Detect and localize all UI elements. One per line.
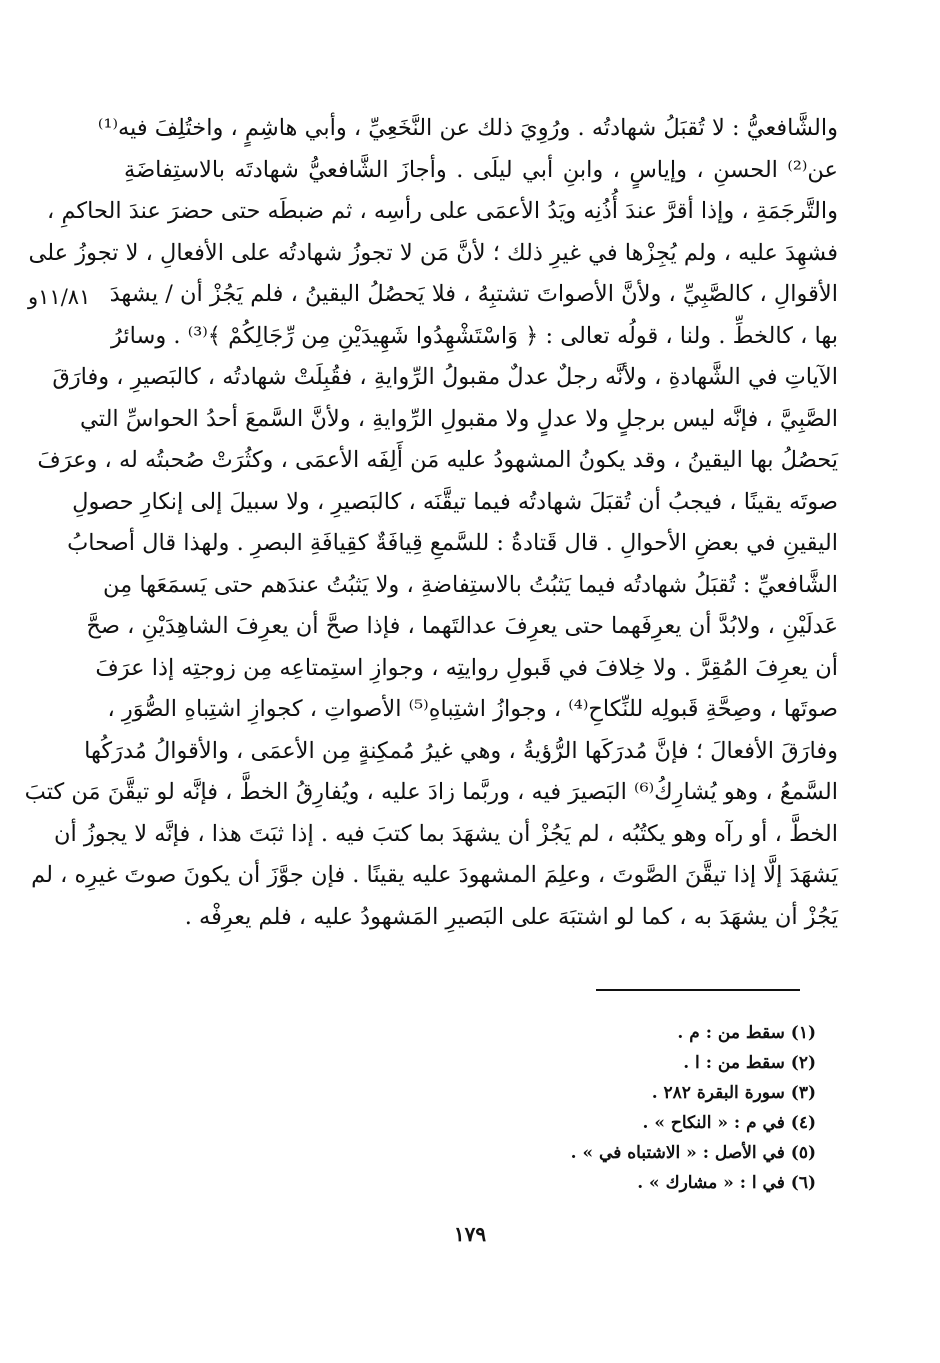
text-line: أن يعرِفَ المُقِرَّ . ولا خِلافَ في قَبولِ روايتِه ، وجوازِ استِمتاعِه مِن زوجتِه إذا عرَفَ [95,654,838,681]
text-line: الأقوالِ ، كالصَّبِيِّ ، ولأنَّ الأصواتَ تشتبِهُ ، فلا يَحصُلُ اليقينُ ، فلم يَجُزْ أن / يشهدَ [109,281,838,307]
text-line: صوتَها ، وصِحَّةِ قَبولِه للنِّكاحِ⁽⁴⁾ ، وجوازُ اشتِباهِ⁽⁵⁾ الأصواتِ ، كجوازِ اشتِباهِ الصُّوَرِ ، [107,696,838,722]
text-line: فشهِدَ عليه ، ولم يُجِزْها في غيرِ ذلك ؛ لأنَّ مَن لا تجوزُ شهادتُه على الأفعالِ ، لا تجوزُ على [28,239,838,266]
text-line: بها ، كالخطِّ . ولنا ، قولُه تعالى : ﴿ وَاسْتَشْهِدُوا شَهِيدَيْنِ مِن رِّجَالِكُمْ ﴾⁽³⁾ . وسائرُ [111,322,838,349]
footnotes [420,1018,816,1198]
footnote: (٦) في ا : « مشارك » . [637,1173,816,1193]
text-line: صوتَه يقينًا ، فيجبُ أن تُقبَلَ شهادتُه فيما تيقَّنَه ، كالبَصيرِ ، ولا سبيلَ إلى إنكارِ حصولِ [72,488,838,515]
text-line: عن⁽²⁾ الحسنِ ، وإياسٍ ، وابنِ أبي ليلَى . وأجازَ الشَّافعيُّ شهادتَه بالاستِفاضَةِ [124,156,838,183]
text-line: الخطَّ ، أو رآه وهو يكتُبُه ، لم يَجُزْ أن يشهَدَ بما كتبَ فيه . إذا ثبَتَ هذا ، فإنَّه لا يجوزُ أن [53,820,838,847]
text-line: السَّمعُ ، وهو يُشارِكُ⁽⁶⁾ البَصيرَ فيه ، وربَّما زادَ عليه ، ويُفارِقُ الخطَّ ، فإنَّه لو تيقَّنَ مَن كتبَ [24,779,838,805]
text-line: الصَّبِيَّ ، فإنَّه ليس برجلٍ ولا عدلٍ ولا مقبولِ الرِّوايةِ ، ولأنَّ السَّمعَ أحدُ الحواسِّ التي [80,405,838,432]
text-line: اليقينِ في بعضِ الأحوالِ . قال قَتادةُ : للسَّمعِ قِيافَةٌ كقِيافَةِ البصرِ . ولهذا قال أصحابُ [67,530,838,556]
text-line: والشَّافعيُّ : لا تُقبَلُ شهادتُه . ورُوِيَ ذلك عن النَّخَعِيِّ ، وأبي هاشِمٍ ، واختُلِفَ فيه⁽¹⁾ [97,115,838,141]
text-line: يَحصُلُ بها اليقينُ ، وقد يكونُ المشهودُ عليه مَن أَلِفَه الأعمَى ، وكثُرَتْ صُحبتُه له ، وعرَفَ [37,447,838,473]
margin-folio-reference: ١١/٨١و [28,285,91,309]
text-line: وفارَقَ الأفعالَ ؛ فإنَّ مُدرَكَها الرُّؤيةُ ، وهي غيرُ مُمكِنةٍ مِن الأعمَى ، والأقوالُ مُدرَكُها [84,737,838,764]
text-line: والتَّرجَمَةِ ، وإذا أقرَّ عندَ أُذُنِه ويَدُ الأعمَى على رأسِه ، ثم ضبطَه حتى حضرَ عندَ الحاكمِ ، [47,198,838,224]
footnote: (٤) في م : « النكاح » . [642,1113,816,1133]
footnote-separator [596,989,800,991]
footnote: (١) سقط من : م . [677,1023,816,1043]
text-line: الآياتِ في الشَّهادةِ ، ولأنَّه رجلٌ عدلٌ مقبولُ الرِّوايةِ ، فقُبِلَتْ شهادتُه ، كالبَصيرِ ، وفارَقَ [52,364,838,390]
footnote: (٥) في الأصل : « الاشتباه في » . [570,1143,816,1163]
page-number: ١٧٩ [453,1222,487,1246]
text-line-last: يَجُزْ أن يشهَدَ به ، كما لو اشتبَهَ على البَصيرِ المَشهودُ عليه ، فلم يعرِفْه . [184,903,838,930]
footnote: (٢) سقط من : ا . [683,1053,816,1073]
text-line: يَشهَدَ إلَّا إذا تيقَّنَ الصَّوتَ ، وعلِمَ المشهودَ عليه يقينًا . فإن جوَّزَ أن يكونَ صوتَ غيرِه ، لم [31,862,838,888]
text-line: الشَّافعيِّ : تُقبَلُ شهادتُه فيما يَثبُتُ بالاستِفاضةِ ، ولا يَثبُتُ عندَهم حتى يَسمَعَها مِن [102,571,838,598]
text-line: عَدلَيْنِ ، ولابُدَّ أن يعرِفَهما حتى يعرِفَ عدالتَهما ، فإذا صحَّ أن يعرِفَ الشاهِدَيْنِ ، صحَّ [86,613,838,639]
footnote: (٣) سورة البقرة ٢٨٢ . [651,1083,816,1103]
